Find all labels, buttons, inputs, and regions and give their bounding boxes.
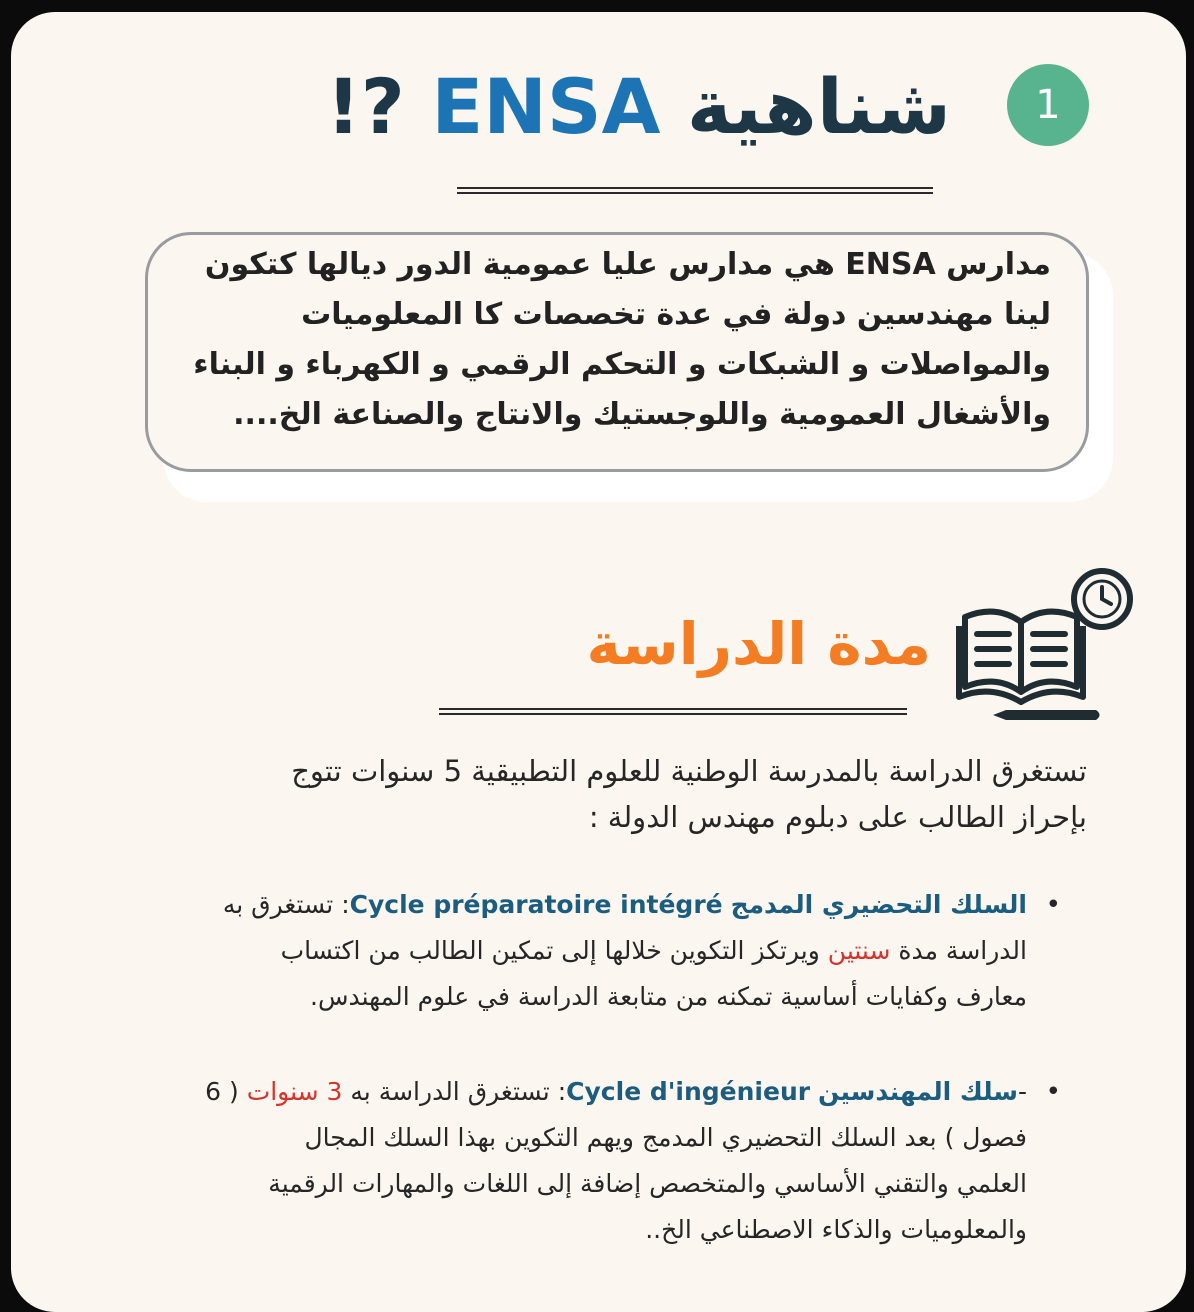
book-clock-icon — [951, 552, 1141, 722]
section-divider — [439, 708, 907, 715]
cycle1-text-a: تستغرق به — [222, 890, 334, 919]
bullet-dot: • — [1045, 890, 1061, 920]
about-text — [171, 240, 1051, 440]
cycle2-prefix: - — [1017, 1077, 1027, 1106]
cycle1-text-b: الدراسة مدة — [898, 936, 1027, 965]
content-card — [11, 12, 1186, 1312]
step-number-badge: 1 — [1007, 64, 1089, 146]
cycle2-sep: : — [557, 1077, 567, 1106]
cycle1-term-fr: Cycle préparatoire intégré — [349, 890, 723, 919]
about-line-1: مدارس ENSA هي مدارس عليا عمومية الدور ديالها كتكون — [204, 247, 1051, 282]
bullet-dot: • — [1045, 1077, 1061, 1107]
cycle2-text-d: العلمي والتقني الأساسي والمتخصص إضافة إلى اللغات والمهارات الرقمية — [268, 1169, 1027, 1198]
title-arabic: شناهية — [686, 62, 951, 151]
cycle1-text-d: معارف وكفايات أساسية تمكنه من متابعة الدراسة في علوم المهندس. — [310, 982, 1027, 1011]
cycle2-highlight: 3 سنوات — [246, 1077, 343, 1106]
list-item-cycle-ingenieur — [107, 1069, 1061, 1253]
cycle2-text-b: ( 6 — [205, 1077, 239, 1106]
cycle1-term-ar: السلك التحضيري المدمج — [730, 890, 1027, 919]
cycle1-highlight: سنتين — [827, 936, 891, 965]
cycle2-text-a: تستغرق الدراسة به — [350, 1077, 550, 1106]
title-divider — [457, 187, 933, 194]
intro-line-2: بإحراز الطالب على دبلوم مهندس الدولة : — [588, 800, 1087, 834]
intro-line-1: تستغرق الدراسة بالمدرسة الوطنية للعلوم التطبيقية 5 سنوات تتوج — [291, 754, 1087, 788]
cycle2-term-ar: سلك المهندسين — [818, 1077, 1018, 1106]
about-line-3: والمواصلات و الشبكات و التحكم الرقمي و الكهرباء و البناء — [193, 347, 1051, 382]
title-ensa: ENSA — [431, 62, 661, 151]
cycle2-text-e: والمعلوميات والذكاء الاصطناعي الخ.. — [645, 1215, 1027, 1244]
cycle2-term-fr: Cycle d'ingénieur — [566, 1077, 811, 1106]
cycle1-text-c: ويرتكز التكوين خلالها إلى تمكين الطالب من اكتساب — [280, 936, 820, 965]
title-punctuation: ?! — [326, 62, 405, 151]
intro-paragraph — [101, 748, 1087, 840]
page-title — [326, 52, 951, 162]
about-line-2: لينا مهندسين دولة في عدة تخصصات كا المعلوميات — [301, 297, 1051, 332]
list-item-cycle-preparatoire — [107, 882, 1061, 1020]
section-title: مدة الدراسة — [586, 610, 931, 678]
cycle2-text-c: فصول ) بعد السلك التحضيري المدمج ويهم التكوين بهذا السلك المجال — [304, 1123, 1027, 1152]
cycle1-sep: : — [341, 890, 350, 919]
about-line-4: والأشغال العمومية واللوجستيك والانتاج والصناعة الخ.... — [233, 397, 1051, 432]
